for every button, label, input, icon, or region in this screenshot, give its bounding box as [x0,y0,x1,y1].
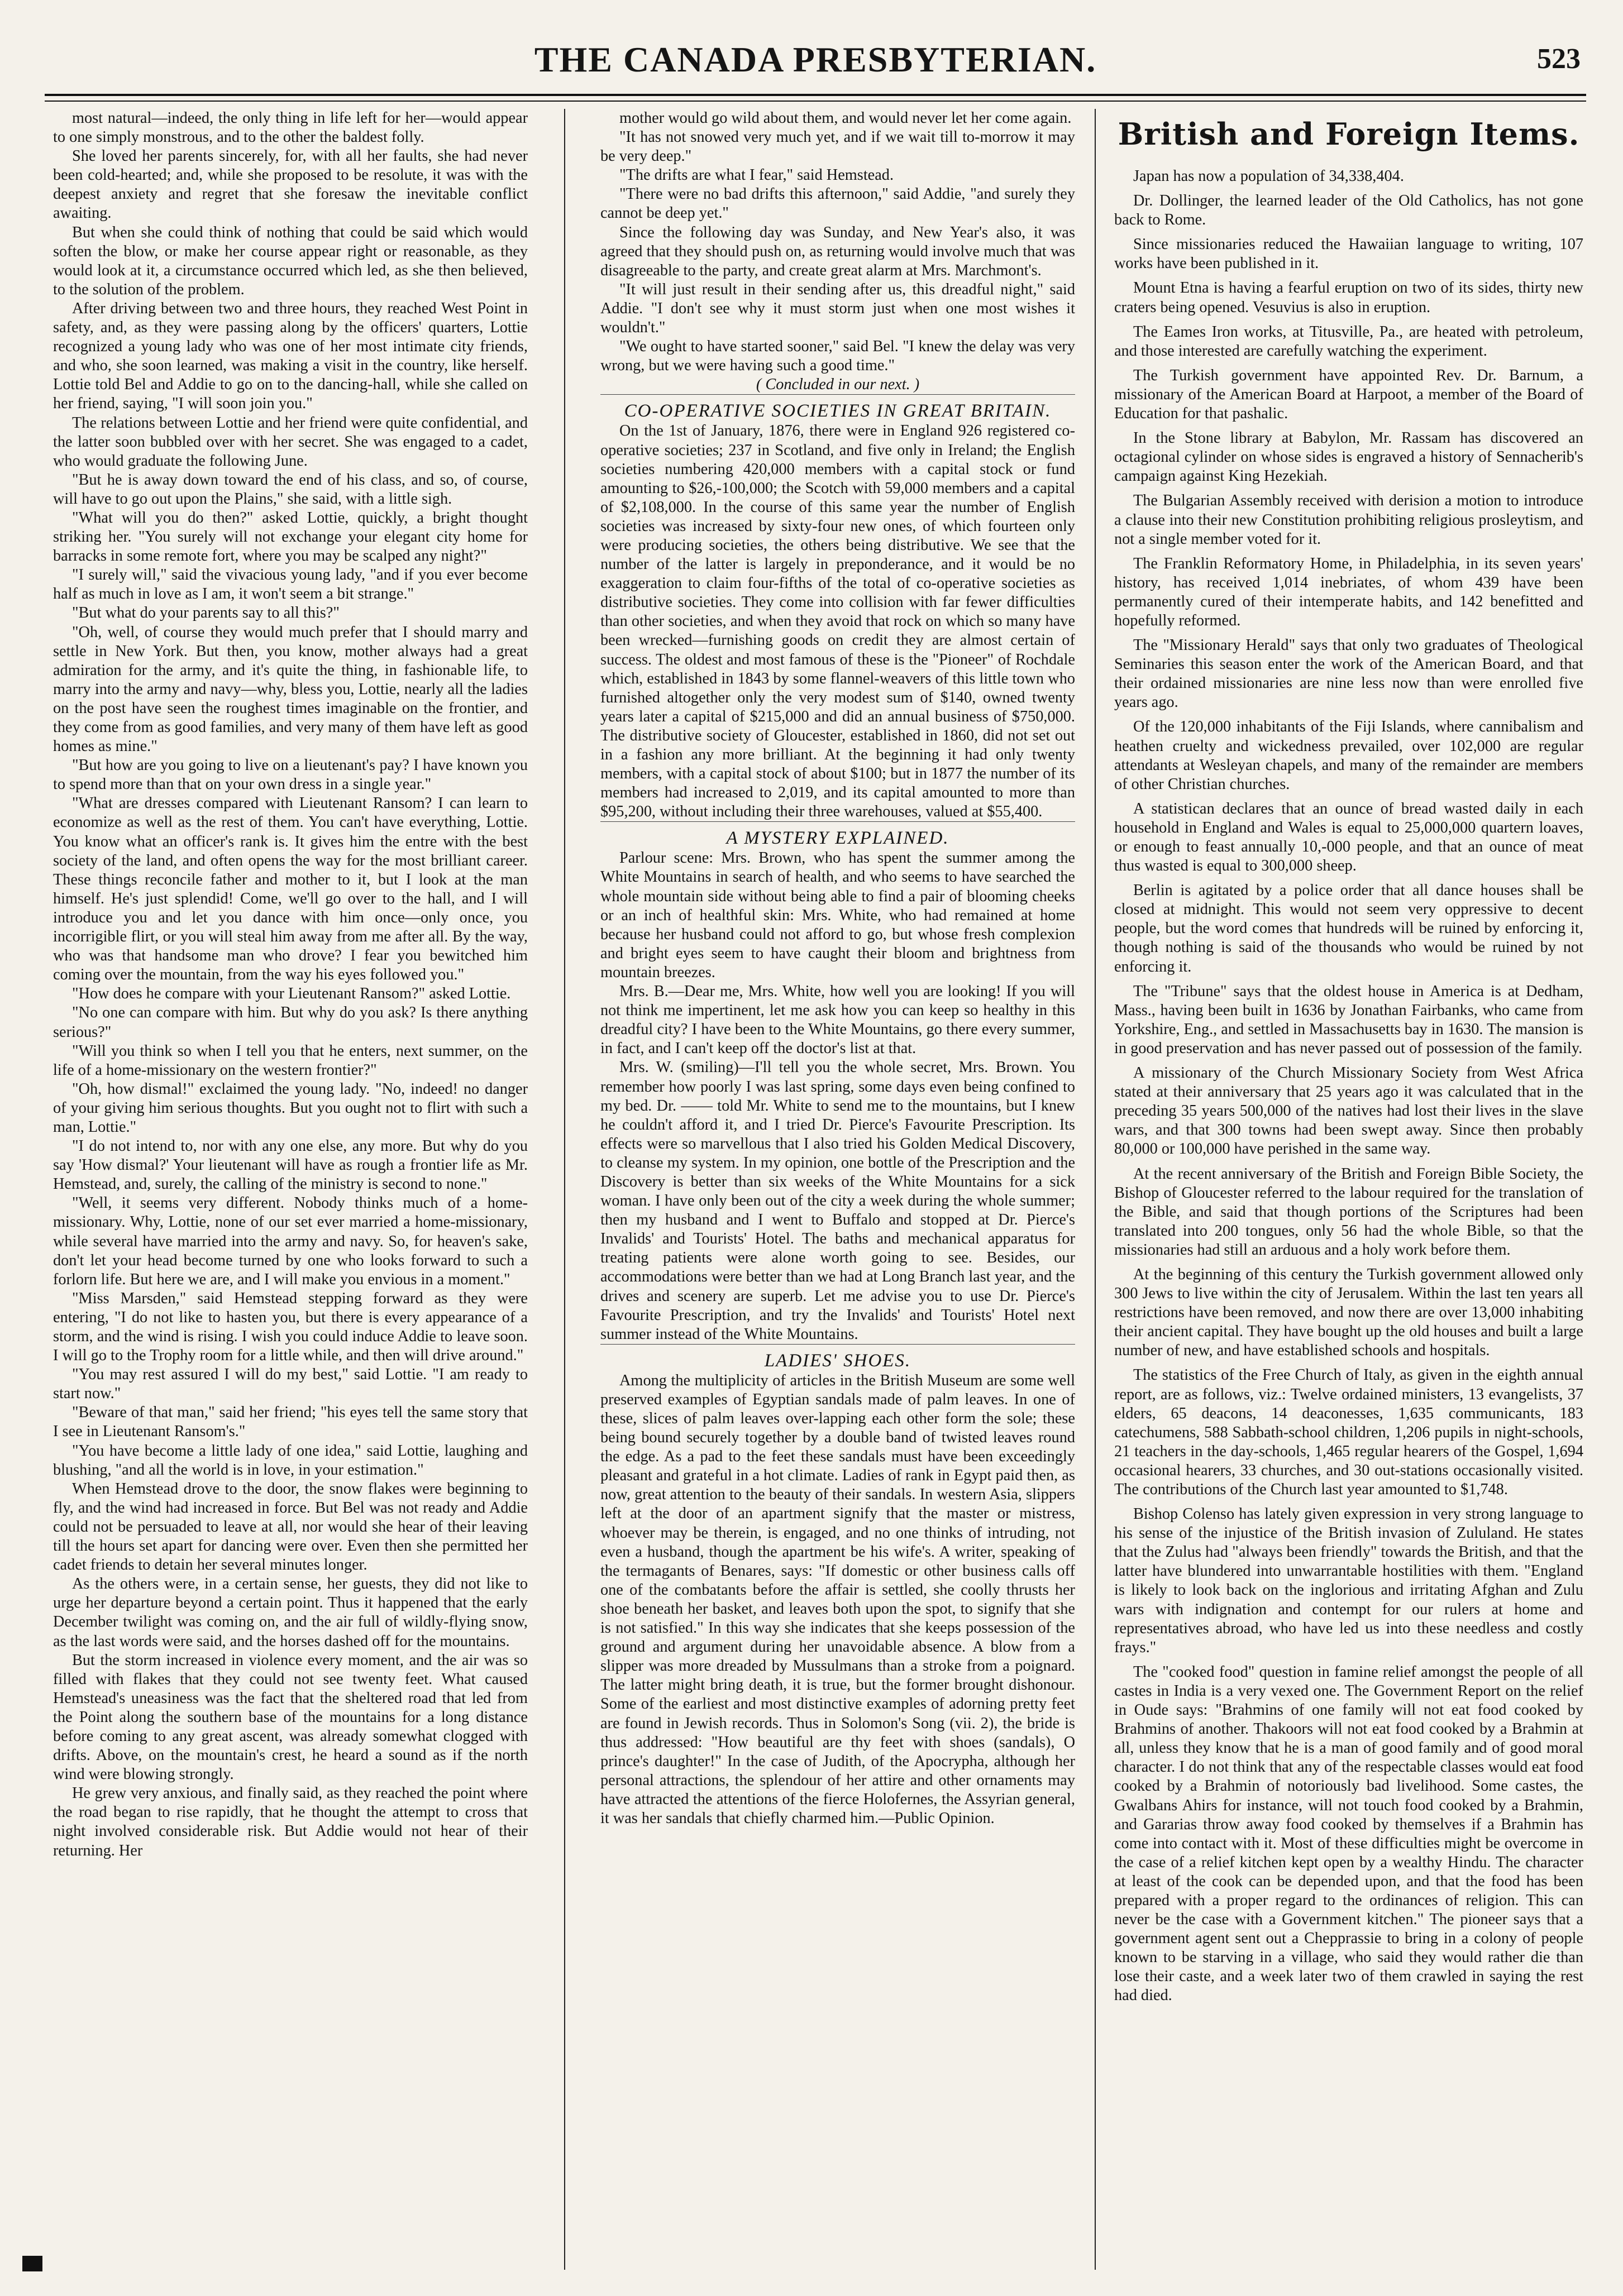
news-item: The Turkish government have appointed Rev. Dr. Barnum, a missionary of the American Board at Harpoot, a member of the Board of Education for that pashalic. [1114,366,1583,423]
concluded-note: ( Concluded in our next. ) [756,376,920,394]
news-item: The Eames Iron works, at Titusville, Pa., are heated with petroleum, and those interested are carefully watching the experiment. [1114,323,1583,360]
news-item: The "cooked food" question in famine relief amongst the people of all castes in India is a very vexed one. The Government Report on the relief in Oude says: "Brahmins of one family will not eat food cooked by Brahmins of another. Thakoors will not eat food cooked by a Brahmin at all, unless they know that he is a man of good family and of good moral character. I do not think that any of the respectable classes would eat food cooked by a Brahmin of notoriously bad livelihood. Some castes, the Gwalbans Ahirs for instance, will not touch food cooked by a Brahmin, and Gararias throw away food cooked by themselves if a Brahmin has come into contact with it. Most of these difficulties might be overcome in the case of a relief kitchen kept open by a wealthy Hindu. The character at least of the cook can be depended upon, and that the food has been prepared with a proper regard to the ordinances of religion. This can never be the case with a Government kitchen." The pioneer says that a government agent sent out a Chepprassie to bring in a colony of people known to be starving in a village, who said they would rather die than lose their caste, and a week later two of them crawled in saying the rest had died. [1114,1663,1583,2005]
news-item: Mount Etna is having a fearful eruption on two of its sides, thirty new craters being opened. Vesuvius is also in eruption. [1114,279,1583,316]
news-items-list [1114,167,1583,2006]
news-item: Of the 120,000 inhabitants of the Fiji Islands, where cannibalism and heathen cruelty and wickedness prevailed, over 102,000 are regular attendants at Wesleyan chapels, and many of the remainder are members of other Christian churches. [1114,718,1583,793]
story-paragraph: mother would go wild about them, and would never let her come again. [619,109,1072,127]
news-item: The "Tribune" says that the oldest house in America is at Dedham, Mass., having been built in 1636 by Jonathan Fairbanks, who came from Yorkshire, Eng., and settled in Massachusetts bay in 1630. The mansion is in good preservation and has never passed out of possession of the family. [1114,982,1583,1057]
serial-story-end [600,109,1075,375]
page-number: 523 [1537,43,1581,75]
news-item: At the recent anniversary of the British and Foreign Bible Society, the Bishop of Gloucester referred to the labour required for the translation of the Bible, and said that though portions of the Scriptures had been translated into 200 tongues, only 56 had the whole Bible, so that the missionaries had still an arduous and a holy work before them. [1114,1165,1583,1259]
print-mark [22,2256,42,2271]
article-paragraph: Mrs. B.—Dear me, Mrs. White, how well you are looking! If you will not think me impertinent, let me ask how you can keep so healthy in this dreadful city? I have been to the White Mountains, go there every summer, in fact, and I can't keep off the doctor's list at that. [600,983,1075,1058]
news-item: Since missionaries reduced the Hawaiian language to writing, 107 works have been published in it. [1114,236,1583,272]
article-heading-shoes: LADIES' SHOES. [600,1344,1075,1371]
column-divider-2 [1095,109,1096,2270]
story-paragraph: "I surely will," said the vivacious young lady, "and if you ever become half as much in love as I am, it won't seem a bit strange." [53,566,528,603]
story-paragraph: "How does he compare with your Lieutenant Ransom?" asked Lottie. [72,985,511,1003]
header-rule [45,94,1586,96]
article-paragraph: Parlour scene: Mrs. Brown, who has spent the summer among the White Mountains in search of health, and who seems to have searched the whole mountain side without being able to find a pair of blooming cheeks or an inch of healthful skin: Mrs. White, who had remained at home because her husband could not afford to go, but whose fresh complexion and bright eyes seem to have caught their bloom and brightness from mountain breezes. [600,849,1075,981]
story-paragraph: "Oh, well, of course they would much prefer that I should marry and settle in New York. But then, you know, mother always had a great admiration for the army, and it's quite the thing, in fashionable life, to marry into the army and navy—why, bless you, Lottie, nearly all the ladies on the post have seen the roughest times imaginable on the frontier, and they come from as good families, and very many of them have left as good homes as mine." [53,623,528,755]
news-item: Bishop Colenso has lately given expression in very strong language to his sense of the injustice of the British invasion of Zululand. He states that the Zulus had "always been friendly" towards the British, and that the latter have blundered into unwarrantable hostilities with them. "England is likely to look back on the inglorious and irritating Afghan and Zulu wars with indignation and contempt for our rulers at home and representatives abroad, who have led us into these needless and costly frays." [1114,1505,1583,1656]
news-item: A missionary of the Church Missionary Society from West Africa stated at their anniversary that 25 years ago it was calculated that in the preceding 35 years 500,000 of the natives had lost their lives in the slave wars, and that 300 towns had been swept away. Since then probably 80,000 or 100,000 have perished in the same way. [1114,1064,1583,1158]
story-paragraph: "I do not intend to, nor with any one else, any more. But why do you say 'How dismal?' Your lieutenant will have as rough a frontier life as Mr. Hemstead, and, surely, the calling of the ministry is second to none." [53,1137,528,1193]
news-item: The Franklin Reformatory Home, in Philadelphia, in its seven years' history, has received 1,014 inebriates, of whom 439 have been permanently cured of their intemperate habits, and 142 benefitted and hopefully reformed. [1114,554,1583,629]
story-paragraph: "You may rest assured I will do my best," said Lottie. "I am ready to start now." [53,1366,528,1403]
story-paragraph: "What are dresses compared with Lieutenant Ransom? I can learn to economize as well as the rest of them. You can't have everything, Lottie. You know what an officer's rank is. It gives him the entre with the best society of the land, and often opens the way for the most brilliant career. These things reconcile father and mother to it, but I look at the man himself. He's just splendid! Come, we'll go over to the hall, and I will introduce you and let you dance with him once—only once, you incorrigible flirt, or you will steal him away from me after all. By the way, who was that handsome man who drove? I fear you bewitched him coming over the mountain, from the way his eyes followed you." [53,795,528,984]
story-paragraph: But when she could think of nothing that could be said which would soften the blow, or make her course appear right or reasonable, as they would look at it, a circumstance occurred which led, as she then believed, to the solution of the problem. [53,223,528,298]
story-paragraph: Since the following day was Sunday, and New Year's also, it was agreed that they should push on, as returning would involve much that was disagreeable to the party, and create great alarm at Mrs. Marchmont's. [600,223,1075,279]
article-paragraph: On the 1st of January, 1876, there were in England 926 registered co-operative societies; 237 in Scotland, and five only in Ireland; the English societies numbering 420,000 members with a capital stock or fund amounting to $26,-100,000; the Scotch with 59,000 members and a capital of $2,108,000. In the course of this same year the number of English societies was increased by sixty-four new ones, of which fourteen only were producing societies, the others being distributive. We see that the number of the latter is largely in preponderance, and it would be no exaggeration to claim four-fifths of the total of co-operative societies as distributive societies. They come into collision with far fewer difficulties than other societies, and when they avoid that rock on which so many have been wrecked—furnishing goods on credit they are almost certain of success. The oldest and most famous of these is the "Pioneer" of Rochdale which, established in 1843 by some flannel-weavers of this little town who furnished altogether only the very modest sum of $140, owned twenty years later a capital of $215,000 and did an annual business of $750,000. The distributive society of Gloucester, established in 1860, did not set out in a fashion any more brilliant. At the beginning it had only twenty members, with a capital stock of about $100; but in 1877 the number of its members had increased to 2,019, and its capital amounted to more than $95,200, without including their three warehouses, valued at $55,400. [600,422,1075,821]
story-paragraph: After driving between two and three hours, they reached West Point in safety, and, as they were passing along by the officers' quarters, Lottie recognized a young lady who was one of her most intimate city friends, and who, she soon learned, was making a visit in the country, like herself. Lottie told Bel and Addie to go on to the dancing-hall, while she called on her friend, saying, "I will soon join you." [53,299,528,413]
article-cooperative [600,422,1075,821]
article-paragraph: Among the multiplicity of articles in the British Museum are some well preserved examples of Egyptian sandals made of palm leaves. In one of these, slices of palm leaves over-lapping each other form the sole; these being bound securely together by a double band of twisted leaves round the edge. As a pad to the feet these sandals must have been exceedingly pleasant and grateful in a hot climate. Ladies of rank in Egypt paid then, as now, great attention to the beauty of their sandals. In western Asia, slippers left at the door of an apartment signify that the master or mistress, whoever may be therein, is engaged, and no one thinks of intruding, not even a husband, though the apartment be his wife's. A writer, speaking of the termagants of Benares, says: "If domestic or other business calls off one of the combatants before the affair is settled, she coolly thrusts her shoe beneath her basket, and leaves both upon the spot, to signify that she is not satisfied." In this way she indicates that she keeps possession of the ground and argument during her unavoidable absence. A blow from a slipper was more dreaded by Mussulmans than a stroke from a poignard. The latter might bring death, it is true, but the former brought dishonour. Some of the earliest and most distinctive examples of adorning pretty feet are found in Jewish records. Thus in Solomon's Song (vii. 2), the bride is thus addressed: "How beautiful are thy feet with shoes (sandals), O prince's daughter!" In the case of Judith, of the Apocrypha, although her personal attractions, the splendour of her attire and other ornaments may have attracted the attentions of the fierce Holofernes, the Assyrian general, it was her sandals that chiefly charmed him.—Public Opinion. [600,1371,1075,1827]
story-paragraph: "Well, it seems very different. Nobody thinks much of a home-missionary. Why, Lottie, none of our set ever married a home-missionary, while several have married into the army and navy. So, for heaven's sake, don't let your head become turned by one who looks forward to such a forlorn life. But here we are, and I will make you envious in a moment." [53,1194,528,1288]
news-item: The Bulgarian Assembly received with derision a motion to introduce a clause into their new Constitution prohibiting religious prosleytism, and not a single member voted for it. [1114,492,1583,548]
column-2 [600,109,1075,2270]
column-3 [1114,109,1583,2270]
article-heading-cooperative: CO-OPERATIVE SOCIETIES IN GREAT BRITAIN. [600,394,1075,422]
story-paragraph: "We ought to have started sooner," said Bel. "I knew the delay was very wrong, but we were having such a good time." [600,338,1075,375]
story-paragraph: "What will you do then?" asked Lottie, quickly, a bright thought striking her. "You surely will not exchange your elegant city home for barracks in some remote fort, where you may be scalped any night?" [53,509,528,565]
section-title-items: British and Foreign Items. [1118,116,1580,152]
story-paragraph: But the storm increased in violence every moment, and the air was so filled with flakes that they could not see twenty feet. What caused Hemstead's uneasiness was the fact that the sheltered road that led from the Point along the southern base of the mountains for a long distance before coming to any great ascent, was already somewhat clogged with drifts. Above, on the mountain's crest, he heard a sound as if the north wind were blowing strongly. [53,1651,528,1783]
news-item: A statistican declares that an ounce of bread wasted daily in each household in England and Wales is equal to 25,000,000 quartern loaves, or enough to feast annually 10,-000 people, and that an ounce of meat thus wasted is equal to 300,000 sheep. [1114,800,1583,875]
story-paragraph: "It has not snowed very much yet, and if we wait till to-morrow it may be very deep." [600,128,1075,165]
masthead [50,39,1581,92]
story-paragraph: "No one can compare with him. But why do you ask? Is there anything serious?" [53,1004,528,1041]
story-paragraph: As the others were, in a certain sense, her guests, they did not like to urge her departure beyond a certain point. Thus it happened that the early December twilight was coming on, and the air full of wildly-flying snow, as the last words were said, and the horses dashed off for the mountains. [53,1575,528,1650]
story-paragraph: "But he is away down toward the end of his class, and so, of course, will have to go out upon the Plains," she said, with a little sigh. [53,471,528,508]
story-paragraph: The relations between Lottie and her friend were quite confidential, and the latter soon bubbled over with her secret. She was engaged to a cadet, who would graduate the following June. [53,414,528,470]
news-item: Berlin is agitated by a police order that all dance houses shall be closed at midnight. This would not seem very oppressive to decent people, but the word comes that hundreds will be ruined by enforcing it, though nothing is said of the thousands who would be ruined by not enforcing it. [1114,882,1583,975]
story-paragraph: "Will you think so when I tell you that he enters, next summer, on the life of a home-missionary on the western frontier?" [53,1042,528,1079]
story-paragraph: She loved her parents sincerely, for, with all her faults, she had never been cold-hearted; and, while she proposed to be resolute, it was with the deepest anxiety and regret that she foresaw the inevitable conflict awaiting. [53,147,528,222]
news-item: Dr. Dollinger, the learned leader of the Old Catholics, has not gone back to Rome. [1114,192,1583,229]
article-heading-mystery: A MYSTERY EXPLAINED. [600,821,1075,849]
story-paragraph: "There were no bad drifts this afternoon," said Addie, "and surely they cannot be deep yet." [600,185,1075,222]
news-item: Japan has now a population of 34,338,404. [1133,168,1404,185]
story-paragraph: "You have become a little lady of one idea," said Lottie, laughing and blushing, "and all the world is in love, in your estimation." [53,1442,528,1479]
story-paragraph: "Miss Marsden," said Hemstead stepping forward as they were entering, "I do not like to hasten you, but there is every appearance of a storm, and the wind is rising. I wish you could induce Addie to leave soon. I will go to the Trophy room for a little while, and then will drive around." [53,1289,528,1365]
story-paragraph: "It will just result in their sending after us, this dreadful night," said Addie. "I don't see why it must storm just when one most wishes it wouldn't." [600,280,1075,337]
story-paragraph: When Hemstead drove to the door, the snow flakes were beginning to fly, and the wind had increased in force. But Bel was not ready and Addie could not be persuaded to leave at all, nor would she hear of their leaving till the hours set apart for dancing were over. Even then she permitted her cadet friends to detain her several minutes longer. [53,1480,528,1574]
article-mystery [600,849,1075,1343]
newspaper-title: THE CANADA PRESBYTERIAN. [534,40,1097,79]
story-paragraph: "But how are you going to live on a lieutenant's pay? I have known you to spend more than that on your own dress in a single year." [53,757,528,793]
story-paragraph: "Beware of that man," said her friend; "his eyes tell the same story that I see in Lieutenant Ransom's." [53,1404,528,1441]
news-item: In the Stone library at Babylon, Mr. Rassam has discovered an octagional cylinder on whose sides is engraved a history of Sennacherib's campaign against King Hezekiah. [1114,429,1583,485]
story-paragraph: most natural—indeed, the only thing in life left for her—would appear to one simply monstrous, and to the other the baldest folly. [53,109,528,146]
story-paragraph: He grew very anxious, and finally said, as they reached the point where the road began to rise rapidly, that he thought the attempt to cross that night involved considerable risk. But Addie would not hear of their returning. Her [53,1785,528,1859]
story-paragraph: "But what do your parents say to all this?" [72,604,340,622]
story-paragraph: "Oh, how dismal!" exclaimed the young lady. "No, indeed! no danger of your giving him serious thoughts. But you ought not to flirt with such a man, Lottie." [53,1080,528,1136]
news-item: The "Missionary Herald" says that only two graduates of Theological Seminaries this season enter the work of the American Board, and that their ordained missionaries are nine less now than were enrolled five years ago. [1114,637,1583,711]
article-shoes [600,1371,1075,1828]
news-item: At the beginning of this century the Turkish government allowed only 300 Jews to live within the city of Jerusalem. Within the last ten years all restrictions have been removed, and now there are over 13,000 inhabiting their ancient capital. They have bought up the old houses and built a large number of new, and have established schools and hospitals. [1114,1265,1583,1360]
column-1 [53,109,528,2270]
story-paragraph: "The drifts are what I fear," said Hemstead. [619,166,894,184]
article-paragraph: Mrs. W. (smiling)—I'll tell you the whole secret, Mrs. Brown. You remember how poorly I was last spring, some days even being confined to my bed. Dr. —— told Mr. White to send me to the mountains, but I knew he couldn't afford it, and I tried Dr. Pierce's Favourite Prescription. Its effects were so marvellous that I also tried his Golden Medical Discovery, to cleanse my system. In my opinion, one bottle of the Prescription and the Discovery is better than six weeks of the White Mountains for a sick woman. I have only been out of the city a week during the whole summer; then my husband and I went to Buffalo and stopped at Dr. Pierce's Invalids' and Tourists' Hotel. The baths and mechanical apparatus for treating patients were alone worth going to see. Besides, our accommodations were better than we had at Long Branch last year, and the drives and scenery are superb. Let me advise you to use Dr. Pierce's Favourite Prescription, and try the Invalids' and Tourists' Hotel next summer instead of the White Mountains. [600,1059,1075,1343]
serial-story-continued [53,109,528,1860]
header-rule-thin [45,101,1586,102]
column-divider-1 [564,109,565,2270]
news-item: The statistics of the Free Church of Italy, as given in the eighth annual report, are as follows, viz.: Twelve ordained ministers, 13 evangelists, 37 elders, 65 deacons, 14 deaconesses, 1,635 communicants, 183 catechumens, 588 Sabbath-school children, 1,206 pupils in night-schools, 21 teachers in the day-schools, 1,465 regular hearers of the Gospel, 1,694 occasional hearers, 33 churches, and 30 out-stations occasionally visited. The contributions of the Church last year amounted to $1,748. [1114,1366,1583,1498]
